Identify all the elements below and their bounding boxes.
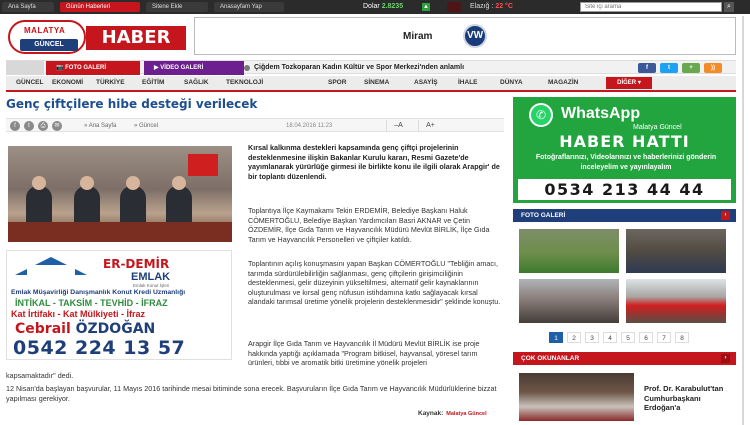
page-5[interactable]: 5 <box>621 332 635 343</box>
font-smaller-label: A <box>398 122 403 129</box>
font-smaller-button[interactable]: ‒A <box>386 120 410 132</box>
ad-brand: ER-DEMİR <box>103 257 170 271</box>
most-read-headline[interactable]: Prof. Dr. Karabulut'tan Cumhurbaşkanı Erdoğan'a <box>644 384 724 412</box>
sidebar-gallery-title: FOTO GALERİ <box>521 212 566 219</box>
nav-item-turkiye[interactable]: TÜRKİYE <box>96 79 125 86</box>
top-link-todays-news[interactable]: Günün Haberleri <box>60 2 140 12</box>
nav-item-egitim[interactable]: EĞİTİM <box>142 79 165 86</box>
ad-services: Emlak Müşavirliği Danışmanlık Konut Kredi Uzmanlığı <box>11 289 186 296</box>
logo-city: MALATYA <box>24 26 66 35</box>
ad-banner[interactable] <box>194 17 736 55</box>
whatsapp-desc: Fotoğraflarınızı, Videolarınızı ve haberlerinizi gönderin inceleyelim ve yayınlayalım <box>535 154 717 171</box>
gallery-thumb[interactable] <box>626 229 726 273</box>
scrollbar-track[interactable] <box>742 16 744 425</box>
article-source <box>418 410 487 417</box>
ticker-headline[interactable]: Çiğdem Tozkoparan Kadın Kültür ve Spor Merkezi'nden anlamlı <box>254 64 465 71</box>
breadcrumb-home[interactable]: » Ana Sayfa <box>84 123 117 129</box>
twitter-icon[interactable]: t <box>660 63 678 73</box>
ad-name-last: ÖZDOĞAN <box>75 321 156 337</box>
social-share-icon[interactable]: + <box>682 63 700 73</box>
search-icon[interactable]: ⌕ <box>724 2 734 12</box>
nav-item-sinema[interactable]: SİNEMA <box>364 79 390 86</box>
article-paragraph: Toplantının açılış konuşmasını yapan Başkan CÖMERTOĞLU "Tebliğin amacı, tarımda sürdürülebilirliğin sağlanması, genç çiftçilerin girişimciliğinin desteklenmesi, gelir düzeyinin yükseltilmesi, alternatif gelir kaynaklarının oluşturulması ve kırsal genç nüfusun istihdamına katkı sağlayacak kırsal alandaki tarımsal üretime yönelik projelerin desteklenmesidir" şeklinde konuştu. <box>248 259 501 307</box>
nav-item-ihale[interactable]: İHALE <box>458 79 478 86</box>
weather-city: Elazığ : <box>470 3 494 10</box>
video-gallery-button[interactable]: ▶ VİDEO GALERİ <box>144 61 244 75</box>
currency-readout <box>363 2 403 12</box>
page-4[interactable]: 4 <box>603 332 617 343</box>
currency-label: Dolar <box>363 3 380 10</box>
page-1[interactable]: 1 <box>549 332 563 343</box>
article-paragraph: 12 Nisan'da başlayan başvurular, 11 Mayıs 2016 tarihinde mesai bitiminde sona erecek. Başvuruların İlçe Gıda Tarım ve Hayvancılık Müdürlüklerine bizzat yapılması gerekiyor. <box>6 384 497 403</box>
nav-more-button[interactable]: DİĞER ▾ <box>606 77 652 89</box>
page-2[interactable]: 2 <box>567 332 581 343</box>
gallery-thumb[interactable] <box>626 279 726 323</box>
whatsapp-sub: Malatya Güncel <box>633 124 682 131</box>
article-paragraph: Arapgir İlçe Gıda Tarım ve Hayvancılık İl Müdürü Mevlüt BİRLİK ise proje hakkında yaptığı açıklamada "Program bitkisel, hayvansal, yöresel tarım ürünleri, tıbbi ve aromatik bitki üretimine yönelik projeleri <box>248 339 480 368</box>
ticker-bar <box>6 60 736 74</box>
print-icon[interactable]: ⎙ <box>38 121 48 131</box>
ad-services-3: Kat İrtifakı - Kat Mülkiyeti - İfraz <box>11 309 146 319</box>
photo-person-head <box>32 176 46 190</box>
nav-item-guncel[interactable]: GÜNCEL <box>16 79 44 86</box>
chevron-right-icon[interactable]: › <box>721 211 730 220</box>
ad-brand-sub: EMLAK <box>131 271 171 283</box>
article-meta-bar <box>6 118 504 132</box>
sidebar-gallery-header <box>513 209 736 222</box>
weather-readout <box>470 2 513 12</box>
article-photo <box>8 146 232 242</box>
nav-item-asayis[interactable]: ASAYİŞ <box>414 79 438 86</box>
nav-item-magazin[interactable]: MAGAZİN <box>548 79 579 86</box>
nav-item-dunya[interactable]: DÜNYA <box>500 79 523 86</box>
nav-more-label: DİĞER <box>617 80 637 86</box>
article-date: 18.04.2016 11:23 <box>286 123 333 129</box>
currency-up-arrow-icon: ▲ <box>423 4 429 10</box>
page-7[interactable]: 7 <box>657 332 671 343</box>
article-paragraph: Toplantıya İlçe Kaymakamı Tekin ERDEMİR, Belediye Başkanı Haluk CÖMERTOĞLU, Belediye Başkan Yardımcıları Basri AKNAR ve Çetin ÖZDEMİR, İlçe Gıda Tarım ve Hayvancılık Müdürü Mevlüt BİRLİK, İlçe Gıda Tarım ve Hayvancılık Personelleri ve çiftçiler katıldı. <box>248 206 490 244</box>
whatsapp-phone: 0534 213 44 44 <box>518 179 731 200</box>
photo-person-head <box>126 176 140 190</box>
photo-gallery-button[interactable]: 📷 FOTO GALERİ <box>46 61 140 75</box>
breadcrumb-category-label: Güncel <box>139 123 159 129</box>
gallery-thumb[interactable] <box>519 229 619 273</box>
logo-main: HABER <box>86 26 186 50</box>
article-paragraph: kapsamaktadır" dedi. <box>6 371 74 380</box>
article-lead: Kırsal kalkınma destekleri kapsamında genç çiftçi projelerinin desteklenmesine ilişkin Bakanlar Kurulu kararı, Resmi Gazete'de yayımlanarak yürürlüğe girmesi ile birlikte konu ile ilgili olarak Arapgir' de bir toplantı düzenlendi. <box>248 143 500 181</box>
main-nav <box>6 76 736 92</box>
flag-shape <box>188 154 218 176</box>
ad-services-2: İNTİKAL - TAKSİM - TEVHİD - İFRAZ <box>15 298 168 308</box>
photo-table <box>8 222 232 242</box>
nav-item-ekonomi[interactable]: EKONOMİ <box>52 79 84 86</box>
photo-person-head <box>80 176 94 190</box>
real-estate-ad[interactable] <box>6 250 232 360</box>
whatsapp-title: WhatsApp <box>561 105 641 122</box>
ad-text: Miram <box>403 31 433 42</box>
site-search-input[interactable] <box>580 2 722 12</box>
ticker-bullet-icon <box>244 65 250 71</box>
most-read-image[interactable] <box>519 373 634 421</box>
house-base <box>27 265 75 275</box>
most-read-header <box>513 352 736 365</box>
whatsapp-hat: HABER HATTI <box>559 132 690 151</box>
facebook-share-icon[interactable]: f <box>10 121 20 131</box>
ticker-spacer <box>6 61 44 75</box>
nav-item-spor[interactable]: SPOR <box>328 79 347 86</box>
page-3[interactable]: 3 <box>585 332 599 343</box>
page-8[interactable]: 8 <box>675 332 689 343</box>
page-6[interactable]: 6 <box>639 332 653 343</box>
facebook-icon[interactable]: f <box>638 63 656 73</box>
top-bar <box>0 0 750 14</box>
whatsapp-news-line[interactable] <box>513 97 736 203</box>
most-read-title: ÇOK OKUNANLAR <box>521 355 580 362</box>
vw-logo-icon: VW <box>463 24 487 48</box>
ad-phone: 0542 224 13 57 <box>13 337 186 359</box>
breadcrumb-category[interactable]: » Güncel <box>134 123 159 129</box>
nav-item-teknoloji[interactable]: TEKNOLOJİ <box>226 79 264 86</box>
article-title: Genç çiftçilere hibe desteği verilecek <box>6 97 258 111</box>
breadcrumb-home-label: Ana Sayfa <box>88 123 117 129</box>
top-link-add-site[interactable]: Sitene Ekle <box>146 2 208 12</box>
ad-name-first: Cebrail <box>15 321 71 337</box>
weather-icon <box>447 2 461 12</box>
gallery-thumb[interactable] <box>519 279 619 323</box>
nav-item-saglik[interactable]: SAĞLIK <box>184 79 209 86</box>
mail-icon[interactable]: ✉ <box>52 121 62 131</box>
ad-small-text: Emlak Konut İşleri <box>133 283 170 288</box>
ad-contact-name <box>15 321 155 337</box>
site-logo[interactable] <box>8 20 186 56</box>
photo-person-head <box>172 176 186 190</box>
source-name[interactable]: Malatya Güncel <box>446 411 487 417</box>
source-label: Kaynak: <box>418 410 444 417</box>
logo-sub: GÜNCEL <box>20 39 78 51</box>
font-larger-label: A <box>426 122 431 129</box>
twitter-share-icon[interactable]: t <box>24 121 34 131</box>
logo-badge <box>8 20 86 54</box>
weather-temp: 22 °C <box>495 3 513 10</box>
whatsapp-icon: ✆ <box>529 103 553 127</box>
rss-icon[interactable]: )) <box>704 63 722 73</box>
top-link-make-homepage[interactable]: Anasayfam Yap <box>214 2 284 12</box>
video-gallery-label: VİDEO GALERİ <box>160 65 204 71</box>
top-link-home[interactable]: Ana Sayfa <box>2 2 54 12</box>
currency-value: 2.8235 <box>381 3 404 10</box>
font-larger-button[interactable]: A+ <box>418 120 442 132</box>
photo-gallery-label: FOTO GALERİ <box>65 65 107 71</box>
chevron-right-icon[interactable]: › <box>721 354 730 363</box>
